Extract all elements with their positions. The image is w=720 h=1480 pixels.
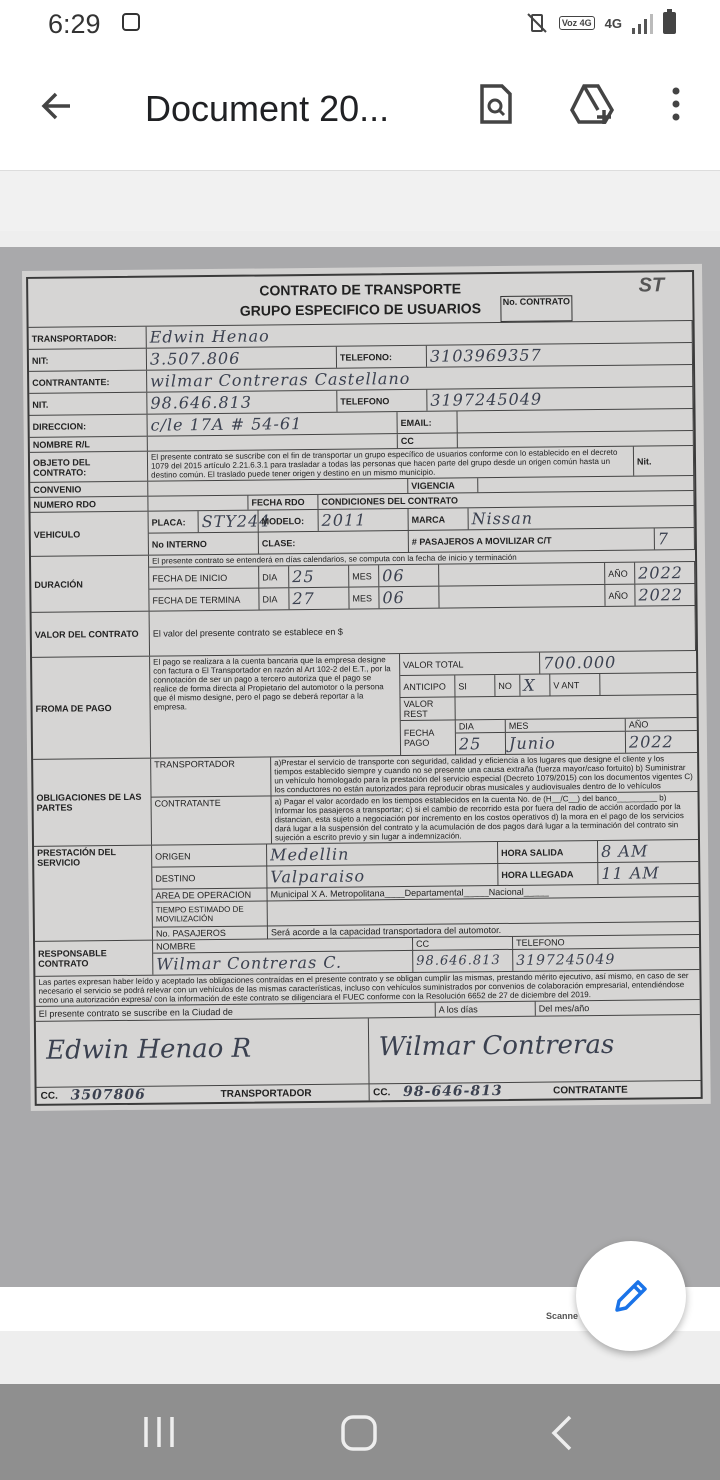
value-modelo: 2011 xyxy=(321,510,367,530)
area-text: Municipal X A. Metropolitana____Departamental_____Nacional_____ xyxy=(270,886,549,900)
label-placa: PLACA: xyxy=(149,511,199,533)
label-fecha-pago: FECHA PAGO xyxy=(401,720,456,755)
signal-icon xyxy=(632,12,653,34)
label-convenio: CONVENIO xyxy=(30,482,148,497)
legal-text: Las partes expresan haber leído y aceptado las obligaciones contraídas en el presente contrato y se obligan cumplir las mismas, prestando mérito ejecutivo, así mismo, en caso de ser necesario el servicio se podrá relevar con un vehículos de las mismas características, incluso con vehículos suministrados por convenios de colaboración empresarial, entendiéndose como una autorización expresa/ con la información de este contrato se diligenciara el FUEC conforme con la Resolución 6652 de 27 de diciembre del 2019. xyxy=(38,971,689,1005)
label-duracion: DURACIÓN xyxy=(31,556,150,612)
label-dia-inicio: DIA xyxy=(259,566,289,587)
ciudad-text: El presente contrato se suscribe en la Ciudad de xyxy=(36,1003,436,1021)
value-resp-nombre: Wilmar Contreras C. xyxy=(156,952,343,974)
document-search-icon[interactable] xyxy=(472,80,520,128)
label-email: EMAIL: xyxy=(397,411,457,433)
label-no-pasajeros: No. PASAJEROS xyxy=(153,926,268,939)
objeto-text: El presente contrato se suscribe con el fin de transportar un grupo específico de usuarios conforme con lo establecido en el decreto 1079 del 2015 artículo 2.21.6.3.1 para trasladar a todas las personas que hacen parte del grupo desde un origen común hasta un destino común. El traslado puede tener origen y destino en un mismo municipio. xyxy=(148,447,634,481)
home-icon[interactable] xyxy=(340,1414,378,1452)
footer-contratante: CONTRATANTE xyxy=(553,1084,628,1096)
label-nit3: Nit. xyxy=(634,446,694,476)
label-no-interno: No INTERNO xyxy=(149,533,259,555)
value-pago-dia: 25 xyxy=(458,734,482,754)
value-contratante: wilmar Contreras Castellano xyxy=(150,368,411,391)
label-mes-pago: MES xyxy=(506,719,626,732)
value-placa: STY244 xyxy=(201,511,271,532)
label-tiempo: TIEMPO ESTIMADO DE MOVILIZACIÓN xyxy=(153,901,268,926)
value-telefono: 3103969357 xyxy=(429,345,542,366)
value-inicio-mes: 06 xyxy=(382,566,405,586)
value-pasajeros: 7 xyxy=(657,529,670,549)
del-mes: Del mes/año xyxy=(538,1003,590,1014)
duracion-text: El presente contrato se entenderá en días calendarios, se computa con la fecha de inicio y terminación xyxy=(151,552,517,566)
value-marca: Nissan xyxy=(471,508,534,529)
edit-button[interactable] xyxy=(576,1241,686,1351)
battery-icon xyxy=(663,12,676,34)
label-fecha-inicio: FECHA DE INICIO xyxy=(149,567,259,589)
label-destino: DESTINO xyxy=(152,866,267,888)
label-clase: CLASE: xyxy=(259,531,409,554)
scanned-watermark: Scanne xyxy=(546,1311,579,1321)
drive-add-icon[interactable] xyxy=(568,80,616,128)
label-nit2: NIT. xyxy=(29,393,147,415)
recent-apps-icon[interactable] xyxy=(142,1414,176,1450)
value-hora-llegada: 11 AM xyxy=(601,863,660,883)
label-area: AREA DE OPERACION xyxy=(152,888,267,901)
label-obl-transportador: TRANSPORTADOR xyxy=(151,757,271,796)
cc-prefix-1: CC. xyxy=(40,1090,58,1102)
preview-gap xyxy=(0,171,720,231)
signature-contratante: Wilmar Contreras xyxy=(378,1029,615,1063)
system-nav-bar xyxy=(0,1384,720,1480)
label-no: NO xyxy=(495,675,520,696)
vibrate-mute-icon xyxy=(525,12,549,34)
signature-section xyxy=(36,1014,701,1104)
label-cc: CC xyxy=(398,433,458,448)
value-origen: Medellin xyxy=(270,844,350,865)
label-vehiculo: VEHICULO xyxy=(31,512,149,556)
obl-transportador-text: a)Prestar el servicio de transporte con seguridad, calidad y eficiencia a los lugares que designe el cliente y los tiempos establecido siempre y cuando no se presente una causa extraña (fuerza mayor/caso fortuito) b) Suministrar un vehículo homologado para la prestación del servicio especial (Decreto 1079/2015) con los documentos vigentes C) los conductores no están autorizados para reproducir obras musicales y audiovisuales dentro de lo vehículos xyxy=(274,754,693,795)
forma-pago-text: El pago se realizara a la cuenta bancaria que la empresa designe con factura o El Transportador en razón al Art 102-2 del E.T., por la connotación de ser un pago a tercero autoriza que el pago se realice de forma directa al Propietario del automotor o la persona que él mismo designe, pero el pago se deberá reportar a la empresa. xyxy=(150,654,401,758)
label-prestacion: PRESTACIÓN DEL SERVICIO xyxy=(34,846,153,941)
label-resp-cc: CC xyxy=(413,937,513,950)
value-inicio-ano: 2022 xyxy=(638,563,684,583)
contract-form xyxy=(26,270,703,1106)
label-valor-total: VALOR TOTAL xyxy=(400,653,540,675)
label-telefono2: TELEFONO xyxy=(337,390,427,412)
label-nombre: NOMBRE xyxy=(153,938,413,953)
pencil-icon xyxy=(611,1276,651,1316)
value-sig-contratante-cc: 98-646-813 xyxy=(403,1083,503,1101)
signature-transportador: Edwin Henao R xyxy=(46,1033,252,1066)
obl-contratante-text: a) Pagar el valor acordado en los tiempos establecidos en la cuenta No. de (H__/C__) del banco_________ b) Informar los pasajeros a transportar; c) si el cambio de recorrido esta por fuera del radio de acción acordado por la distancian, esta sujeto a negociación por incremento en los costos operativos d) la mora en el pago de los servicios dará lugar a la suspensión del contrato y la acumulación de dos pagos dará lugar a la terminación del contrato sin sujeción a escrito previo y sin lugar a indemnización. xyxy=(274,793,684,843)
value-no-mark: X xyxy=(523,675,536,695)
value-termina-dia: 27 xyxy=(292,588,315,609)
label-ano-inicio: AÑO xyxy=(605,563,635,584)
clock-icon xyxy=(122,13,140,31)
value-direccion: c/le 17A # 54-61 xyxy=(150,414,303,435)
label-vigencia: VIGENCIA xyxy=(408,478,478,493)
a-los-dias: A los días xyxy=(436,1002,536,1017)
value-termina-mes: 06 xyxy=(382,588,405,608)
footer-transportador: TRANSPORTADOR xyxy=(220,1087,312,1100)
form-subtitle: GRUPO ESPECIFICO DE USUARIOS xyxy=(239,300,482,319)
document-preview[interactable] xyxy=(0,247,720,1287)
company-logo: ST xyxy=(638,274,665,297)
value-transportador: Edwin Henao xyxy=(149,326,270,347)
label-si: SI xyxy=(455,675,495,696)
label-valor: VALOR DEL CONTRATO xyxy=(32,612,150,657)
label-hora-llegada: HORA LLEGADA xyxy=(498,863,598,885)
status-icons xyxy=(525,12,676,34)
label-modelo: MODELO: xyxy=(259,510,319,532)
value-resp-cc: 98.646.813 xyxy=(416,953,501,969)
value-pago-mes: Junio xyxy=(508,733,556,753)
contrato-number-label: No. CONTRATO xyxy=(500,295,572,322)
label-contratante: CONTRANTANTE: xyxy=(29,371,147,393)
document-title: Document 20... xyxy=(145,88,390,129)
label-origen: ORIGEN xyxy=(152,844,267,866)
label-obligaciones: OBLIGACIONES DE LAS PARTES xyxy=(33,759,152,846)
label-ano-pago: AÑO xyxy=(628,719,649,730)
value-sig-transportador-cc: 3507806 xyxy=(70,1086,146,1104)
label-responsable: RESPONSABLE CONTRATO xyxy=(35,941,153,976)
label-dia-termina: DIA xyxy=(259,588,289,609)
value-telefono2: 3197245049 xyxy=(430,389,543,410)
back-nav-icon[interactable] xyxy=(546,1414,576,1452)
label-mes-termina: MES xyxy=(349,587,379,608)
more-vert-icon[interactable] xyxy=(652,80,700,128)
label-dia-pago: DIA xyxy=(456,720,506,733)
scanned-page xyxy=(22,264,711,1111)
value-destino: Valparaiso xyxy=(270,866,366,887)
label-fecha-rdo: FECHA RDO xyxy=(248,495,318,510)
label-obl-contratante: CONTRATANTE xyxy=(152,796,272,844)
value-pago-ano: 2022 xyxy=(628,732,674,752)
label-v-ant: V ANT xyxy=(550,674,600,696)
label-fecha-termina: FECHA DE TERMINA xyxy=(149,589,259,611)
label-resp-tel: TELEFONO xyxy=(516,937,565,948)
value-inicio-dia: 25 xyxy=(292,566,315,587)
no-pasajeros-text: Será acorde a la capacidad transportadora del automotor. xyxy=(270,925,502,938)
status-time: 6:29 xyxy=(48,9,101,39)
value-valor-total: 700.000 xyxy=(543,652,617,673)
value-termina-ano: 2022 xyxy=(638,585,684,605)
value-nit: 3.507.806 xyxy=(149,348,241,369)
value-resp-tel: 3197245049 xyxy=(516,951,616,969)
label-mes-inicio: MES xyxy=(349,565,379,586)
label-numero-rdo: NUMERO RDO xyxy=(30,497,148,512)
label-pasajeros: # PASAJEROS A MOVILIZAR C/T xyxy=(409,528,655,552)
label-hora-salida: HORA SALIDA xyxy=(498,841,598,863)
label-direccion: DIRECCION: xyxy=(30,415,148,437)
label-transportador: TRANSPORTADOR: xyxy=(29,327,147,349)
arrow-left-icon[interactable] xyxy=(38,88,74,124)
label-anticipo: ANTICIPO xyxy=(400,675,455,697)
label-forma-pago: FROMA DE PAGO xyxy=(32,657,151,759)
label-nombre-rl: NOMBRE R/L xyxy=(30,437,148,452)
cc-prefix-2: CC. xyxy=(373,1086,391,1098)
volte-badge: Voz 4G xyxy=(559,16,595,30)
status-bar xyxy=(0,0,720,50)
label-condiciones: CONDICIONES DEL CONTRATO xyxy=(318,491,694,509)
label-ano-termina: AÑO xyxy=(605,585,635,606)
label-nit: NIT: xyxy=(29,349,147,371)
network-type: 4G xyxy=(604,15,622,31)
valor-text: El valor del presente contrato se establece en $ xyxy=(150,606,696,656)
label-objeto: OBJETO DEL CONTRATO: xyxy=(30,452,148,482)
app-bar xyxy=(0,50,720,171)
form-title: CONTRATO DE TRANSPORTE xyxy=(259,280,462,299)
value-hora-salida: 8 AM xyxy=(601,841,649,861)
value-nit2: 98.646.813 xyxy=(150,392,253,413)
label-telefono: TELEFONO: xyxy=(337,346,427,368)
label-valor-rest: VALOR REST xyxy=(400,697,455,720)
label-marca: MARCA xyxy=(409,508,469,530)
